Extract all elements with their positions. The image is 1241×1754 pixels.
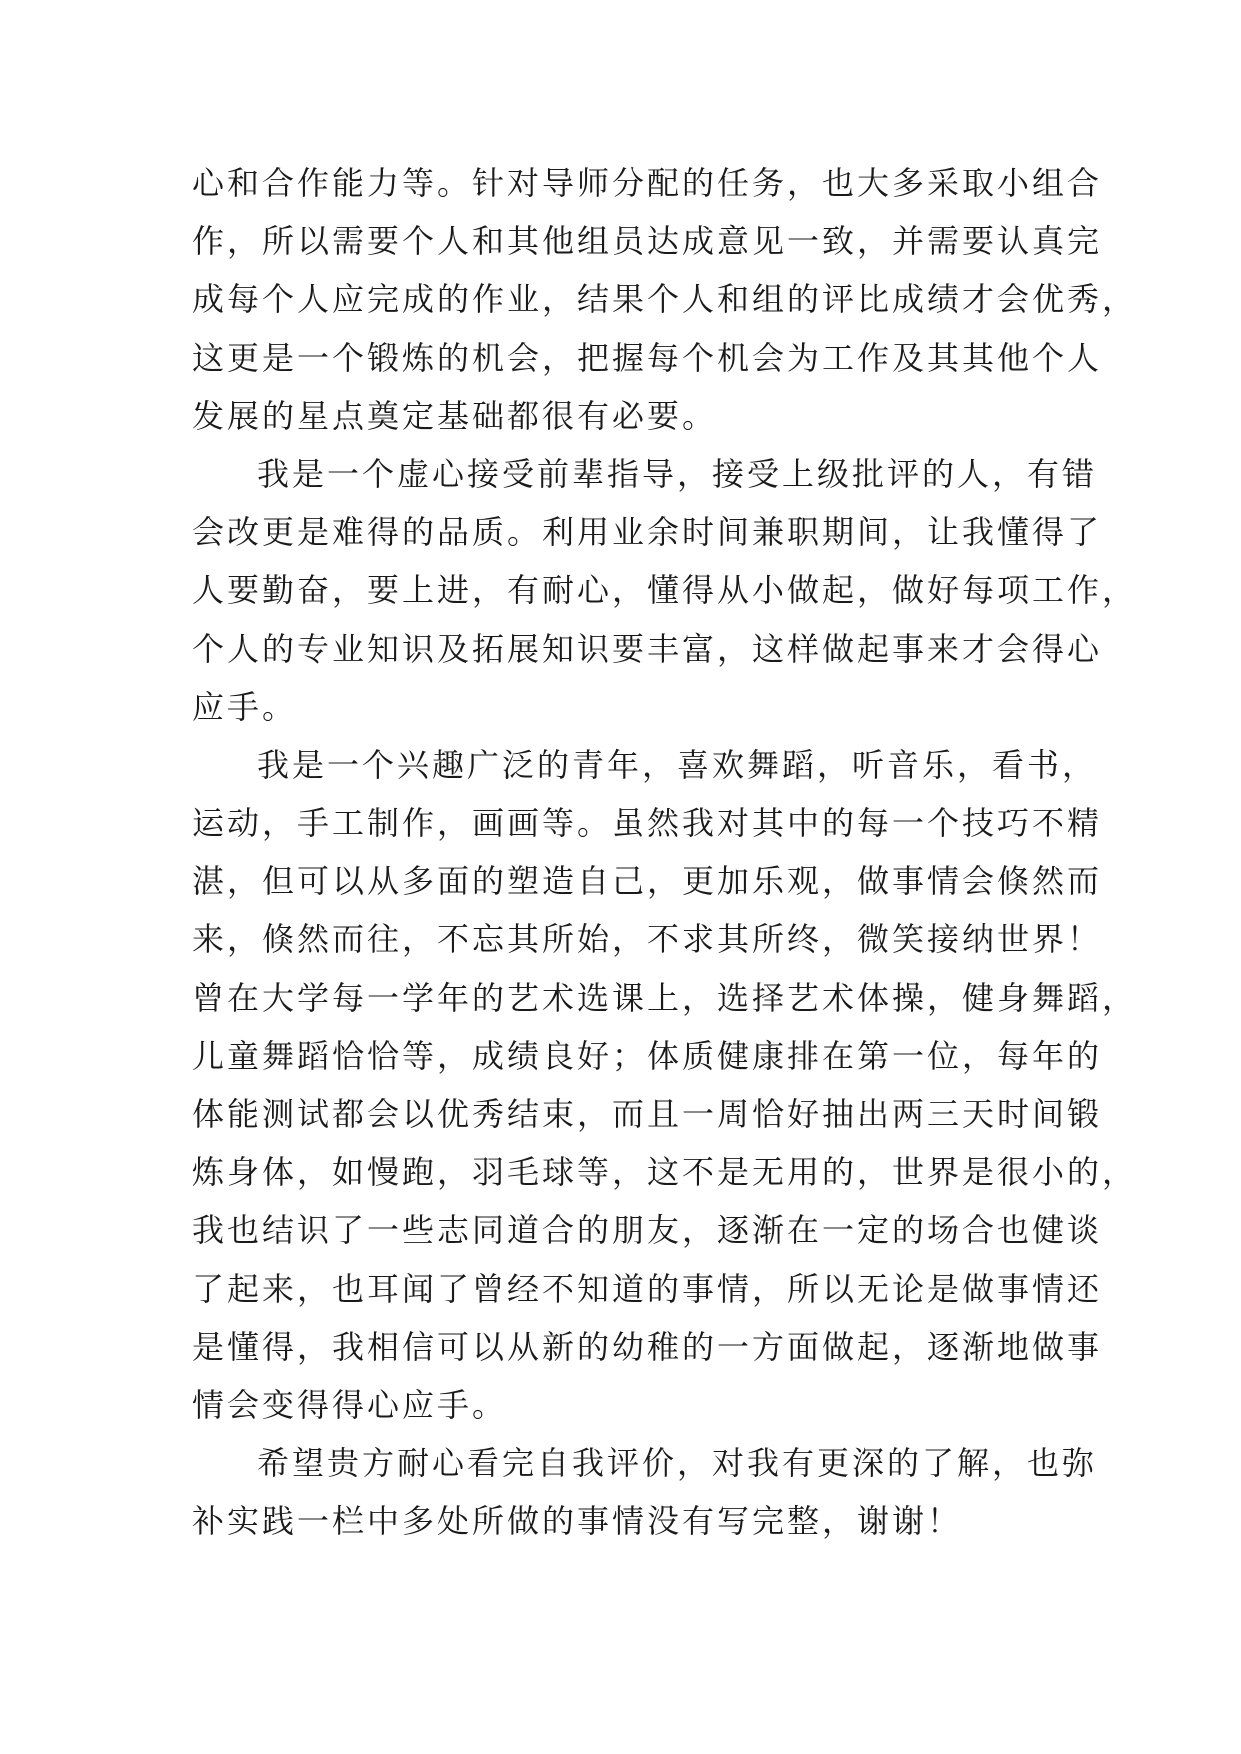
text-line: 儿童舞蹈恰恰等，成绩良好；体质健康排在第一位，每年的 [192,1036,1103,1075]
text-line: 我也结识了一些志同道合的朋友，逐渐在一定的场合也健谈 [192,1211,1103,1250]
paragraph-interests [192,736,1138,1434]
text-line: 曾在大学每一学年的艺术选课上，选择艺术体操，健身舞蹈， [192,978,1138,1017]
paragraph-cooperation [192,154,1138,445]
paragraph-closing [192,1434,1098,1550]
text-line: 来，倏然而往，不忘其所始，不求其所终，微笑接纳世界！ [192,920,1103,959]
text-line: 情会变得得心应手。 [192,1385,508,1424]
text-line: 个人的专业知识及拓展知识要丰富，这样做起事来才会得心 [192,629,1103,668]
text-line: 湛，但可以从多面的塑造自己，更加乐观，做事情会倏然而 [192,862,1103,901]
text-line: 运动，手工制作，画画等。虽然我对其中的每一个技巧不精 [192,804,1103,843]
text-line: 是懂得，我相信可以从新的幼稚的一方面做起，逐渐地做事 [192,1327,1103,1366]
text-line: 希望贵方耐心看完自我评价，对我有更深的了解，也弥 [257,1444,1098,1483]
text-line: 人要勤奋，要上进，有耐心，懂得从小做起，做好每项工作， [192,571,1138,610]
text-line: 发展的星点奠定基础都很有必要。 [192,396,718,435]
text-line: 补实践一栏中多处所做的事情没有写完整，谢谢！ [192,1502,963,1541]
text-line: 这更是一个锻炼的机会，把握每个机会为工作及其其他个人 [192,338,1103,377]
paragraph-humility [192,445,1138,736]
text-line: 体能测试都会以优秀结束，而且一周恰好抽出两三天时间锻 [192,1095,1103,1133]
text-line: 应手。 [192,687,298,726]
text-line: 作，所以需要个人和其他组员达成意见一致，并需要认真完 [192,222,1103,261]
text-line: 炼身体，如慢跑，羽毛球等，这不是无用的，世界是很小的， [192,1153,1138,1192]
text-line: 会改更是难得的品质。利用业余时间兼职期间，让我懂得了 [192,513,1103,552]
text-line: 我是一个虚心接受前辈指导，接受上级批评的人，有错 [257,454,1098,493]
text-line: 心和合作能力等。针对导师分配的任务，也大多采取小组合 [192,164,1103,202]
text-line: 我是一个兴趣广泛的青年，喜欢舞蹈，听音乐，看书， [257,745,1098,784]
text-line: 成每个人应完成的作业，结果个人和组的评比成绩才会优秀， [192,280,1138,319]
document-body [192,154,1138,1551]
text-line: 了起来，也耳闻了曾经不知道的事情，所以无论是做事情还 [192,1269,1103,1308]
